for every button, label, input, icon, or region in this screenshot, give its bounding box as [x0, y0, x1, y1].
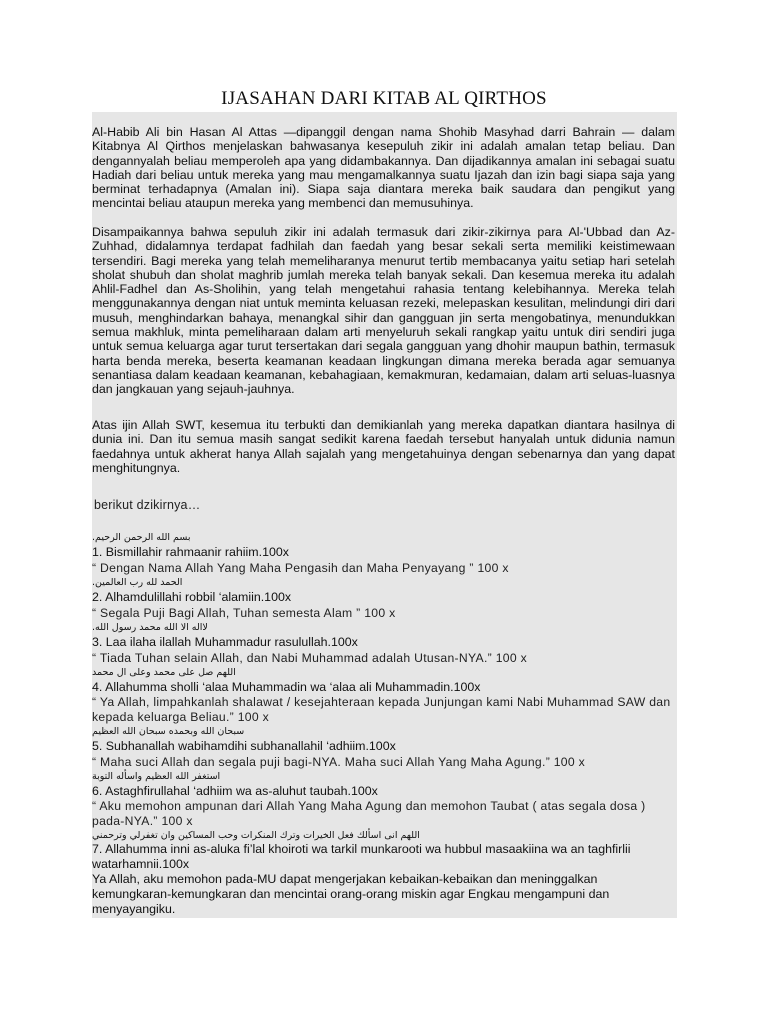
dzikir-7-latin: 7. Allahumma inni as-aluka fi’lal khoiroti wa tarkil munkarooti wa hubbul masaakiina wa an taghfirlii watarhamnii.100x [92, 842, 631, 871]
dzikir-6-arabic: استغفر الله العظيم واسأله التوبة [92, 771, 221, 782]
paragraph-intro: Al-Habib Ali bin Hasan Al Attas —dipanggil dengan nama Shohib Masyhad darri Bahrain — dalam Kitabnya Al Qirthos menjelaskan bahwasanya kesepuluh zikir ini adalah amalan tetap beliau. Dan dengannyalah beliau memperoleh apa yang didambakannya. Dan dijadikannya amalan ini sebagai suatu Hadiah dari beliau untuk mereka yang mau mengamalkannya suatu Ijazah dan izin bagi siapa saja yang berminat terhadapnya (Amalan ini). Siapa saja diantara mereka baik saudara dan pengikut yang mencintai beliau ataupun mereka yang membenci dan memusuhinya. [92, 125, 675, 211]
dzikir-1-latin: 1. Bismillahir rahmaanir rahiim.100x [92, 545, 289, 559]
dzikir-2-latin: 2. Alhamdulillahi robbil ‘alamiin.100x [92, 590, 292, 604]
dzikir-4-latin: 4. Allahumma sholli ‘alaa Muhammadin wa ‘alaa ali Muhammadin.100x [92, 680, 481, 694]
paragraph-fadhilah: Disampaikannya bahwa sepuluh zikir ini adalah termasuk dari zikir-zikirnya para Al-'Ubbad dan Az-Zuhhad, didalamnya terdapat fadhilah dan faedah yang besar sekali serta memiliki keistimewaan tersendiri. Bagi mereka yang telah memeliharanya menurut tertib membacanya yaitu setiap hari setelah sholat shubuh dan sholat maghrib jumlah mereka telah banyak sekali. Dan kesemua mereka itu adalah Ahlil-Fadhel dan As-Sholihin, yang telah mengetahui rahasia tentang kelebihannya. Mereka telah menggunakannya dengan niat untuk meminta keluasan rezeki, melepaskan kesulitan, melindungi diri dari musuh, menghindarkan bahaya, menangkal sihir dan gangguan jin serta mengobatinya, menundukkan semua makhluk, minta pemeliharaan dalam arti menyeluruh sekali rangkap yaitu untuk diri sendiri juga untuk semua keluarga agar turut tersertakan dari segala gangguan yang dhohir maupun bathin, termasuk harta benda mereka, beserta keamanan keadaan lingkungan dimana mereka berada agar semuanya senantiasa dalam keadaan keamanan, kebahagiaan, kemakmuran, kedamaian, dalam arti seluas-luasnya dan jangkauan yang sejauh-jauhnya. [92, 225, 675, 397]
dzikir-4-arabic: اللهم صل على محمد وعلى ال محمد [92, 667, 236, 678]
dzikir-2-meaning: “ Segala Puji Bagi Allah, Tuhan semesta Alam ” 100 x [92, 606, 396, 620]
document-title: IJASAHAN DARI KITAB AL QIRTHOS [221, 88, 547, 109]
dzikir-5-arabic: سبحان الله وبحمده سبحان الله العظيم [92, 726, 245, 737]
dzikir-7-arabic: اللهم انى اسألك فعل الخيرات وترك المنكرات وحب المساكين وان تغفرلي وترحمني [92, 830, 420, 841]
dzikir-3-arabic: لااله الا الله محمد رسول الله. [92, 622, 208, 633]
dzikir-5-latin: 5. Subhanallah wabihamdihi subhanallahil ‘adhiim.100x [92, 739, 396, 753]
dzikir-7-meaning: Ya Allah, aku memohon pada-MU dapat mengerjakan kebaikan-kebaikan dan meninggalkan kemungkaran-kemungkaran dan mencintai orang-orang miskin agar Engkau mengampuni dan menyayangiku. [92, 872, 610, 916]
dzikir-6-meaning: “ Aku memohon ampunan dari Allah Yang Maha Agung dan memohon Taubat ( atas segala dosa ) pada-NYA.” 100 x [92, 799, 646, 828]
paragraph-closing: Atas ijin Allah SWT, kesemua itu terbukti dan demikianlah yang mereka dapatkan diantara hasilnya di dunia ini. Dan itu semua masih sangat sedikit karena faedah tersebut hanyalah untuk didunia namun faedahnya untuk akherat hanya Allah sajalah yang mengetahuinya dengan sebenarnya dan yang dapat menghitungnya. [92, 418, 675, 475]
dzikir-3-latin: 3. Laa ilaha ilallah Muhammadur rasulullah.100x [92, 635, 358, 649]
dzikir-3-meaning: “ Tiada Tuhan selain Allah, dan Nabi Muhammad adalah Utusan-NYA.” 100 x [92, 651, 528, 665]
dzikir-1-meaning: “ Dengan Nama Allah Yang Maha Pengasih dan Maha Penyayang ” 100 x [92, 561, 509, 575]
dzikir-2-arabic: الحمد لله رب العالمين. [92, 577, 183, 588]
dzikir-list [92, 531, 677, 917]
dzikir-1-arabic: بسم الله الرحمن الرحيم. [92, 532, 191, 543]
dzikir-6-latin: 6. Astaghfirullahal ‘adhiim wa as-aluhut taubah.100x [92, 784, 378, 798]
dzikir-intro: berikut dzikirnya… [94, 498, 201, 512]
dzikir-5-meaning: “ Maha suci Allah dan segala puji bagi-NYA. Maha suci Allah Yang Maha Agung.” 100 x [92, 755, 586, 769]
dzikir-4-meaning: “ Ya Allah, limpahkanlah shalawat / kesejahteraan kepada Junjungan kami Nabi Muhammad SAW dan kepada keluarga Beliau.” 100 x [92, 695, 671, 724]
